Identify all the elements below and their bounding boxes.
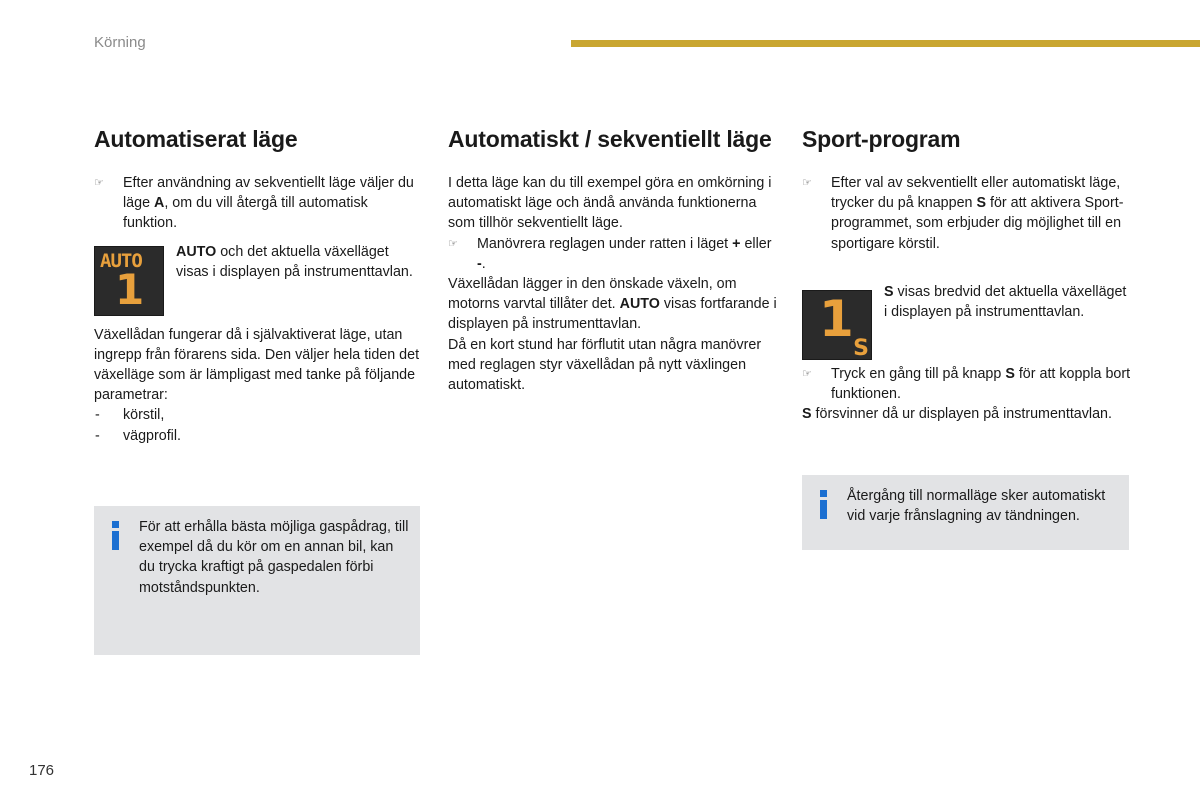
instruction-bullet: ☞ Tryck en gång till på knapp S för att koppla bort funktionen.	[802, 365, 1131, 403]
instruction-bullet: ☞ Efter användning av sekventiellt läge väljer du läge A, om du vill återgå till automatisk funktion.	[94, 175, 414, 232]
section-title: Körning	[94, 34, 146, 51]
page-number: 176	[29, 762, 55, 779]
display-illustration-row	[802, 283, 1132, 361]
hand-pointer-icon: ☞	[802, 177, 812, 189]
paragraph: S försvinner då ur displayen på instrumenttavlan.	[802, 406, 1112, 423]
info-icon	[110, 519, 122, 551]
hand-pointer-icon: ☞	[448, 237, 458, 250]
heading-automatic-mode: Automatiserat läge	[94, 126, 298, 152]
column-automatic-mode	[94, 126, 424, 446]
display-description: S visas bredvid det aktuella växelläget i displayen på instrumenttavlan.	[884, 283, 1127, 321]
heading-sequential-mode: Automatiskt / sekventiellt läge	[448, 126, 772, 152]
column-sport-program	[802, 126, 1132, 424]
instruction-bullet: ☞ Manövrera reglagen under ratten i läget + eller -.	[448, 235, 772, 272]
column-sequential-mode	[448, 126, 778, 395]
list-item: - körstil,	[95, 407, 165, 424]
sport-display-icon: 1 S	[802, 290, 872, 360]
instruction-bullet: ☞ Efter val av sekventiellt eller automatiskt läge, trycker du på knappen S för att aktivera Sport-programmet, som erbjuder dig möjlighet till en sportigare körstil.	[802, 175, 1124, 252]
info-icon	[818, 488, 830, 520]
paragraph: I detta läge kan du till exempel göra en omkörning i automatiskt läge och ändå använda funktionerna som tillhör sekventiellt läge.	[448, 175, 772, 232]
header-accent-bar	[571, 40, 1200, 47]
display-illustration-row	[94, 242, 424, 316]
paragraph: Växellådan fungerar då i självaktiverat läge, utan ingrepp från förarens sida. Den väljer hela tiden det växelläge som är lämpligast med tanke på följande parametrar:	[94, 326, 420, 404]
list-item: - vägprofil.	[95, 427, 182, 444]
info-text: För att erhålla bästa möjliga gaspådrag, till exempel då du kör om en annan bil, kan du trycka kraftigt på gaspedalen förbi motståndspunkten.	[139, 519, 409, 596]
heading-sport-program: Sport-program	[802, 126, 961, 152]
hand-pointer-icon: ☞	[802, 367, 812, 380]
auto-display-icon: AUTO 1	[94, 246, 164, 316]
display-description: AUTO och det aktuella växelläget visas i displayen på instrumenttavlan.	[176, 243, 413, 280]
info-box	[94, 506, 420, 655]
paragraph: Då en kort stund har förflutit utan några manövrer med reglagen styr växellådan på nytt växlingen automatiskt.	[448, 336, 762, 394]
hand-pointer-icon: ☞	[94, 177, 104, 189]
info-text: Återgång till normalläge sker automatiskt vid varje frånslagning av tändningen.	[847, 488, 1106, 525]
info-box	[802, 475, 1129, 550]
paragraph: Växellådan lägger in den önskade växeln, om motorns varvtal tillåter det. AUTO visas fortfarande i displayen på instrumenttavlan.	[448, 276, 777, 333]
